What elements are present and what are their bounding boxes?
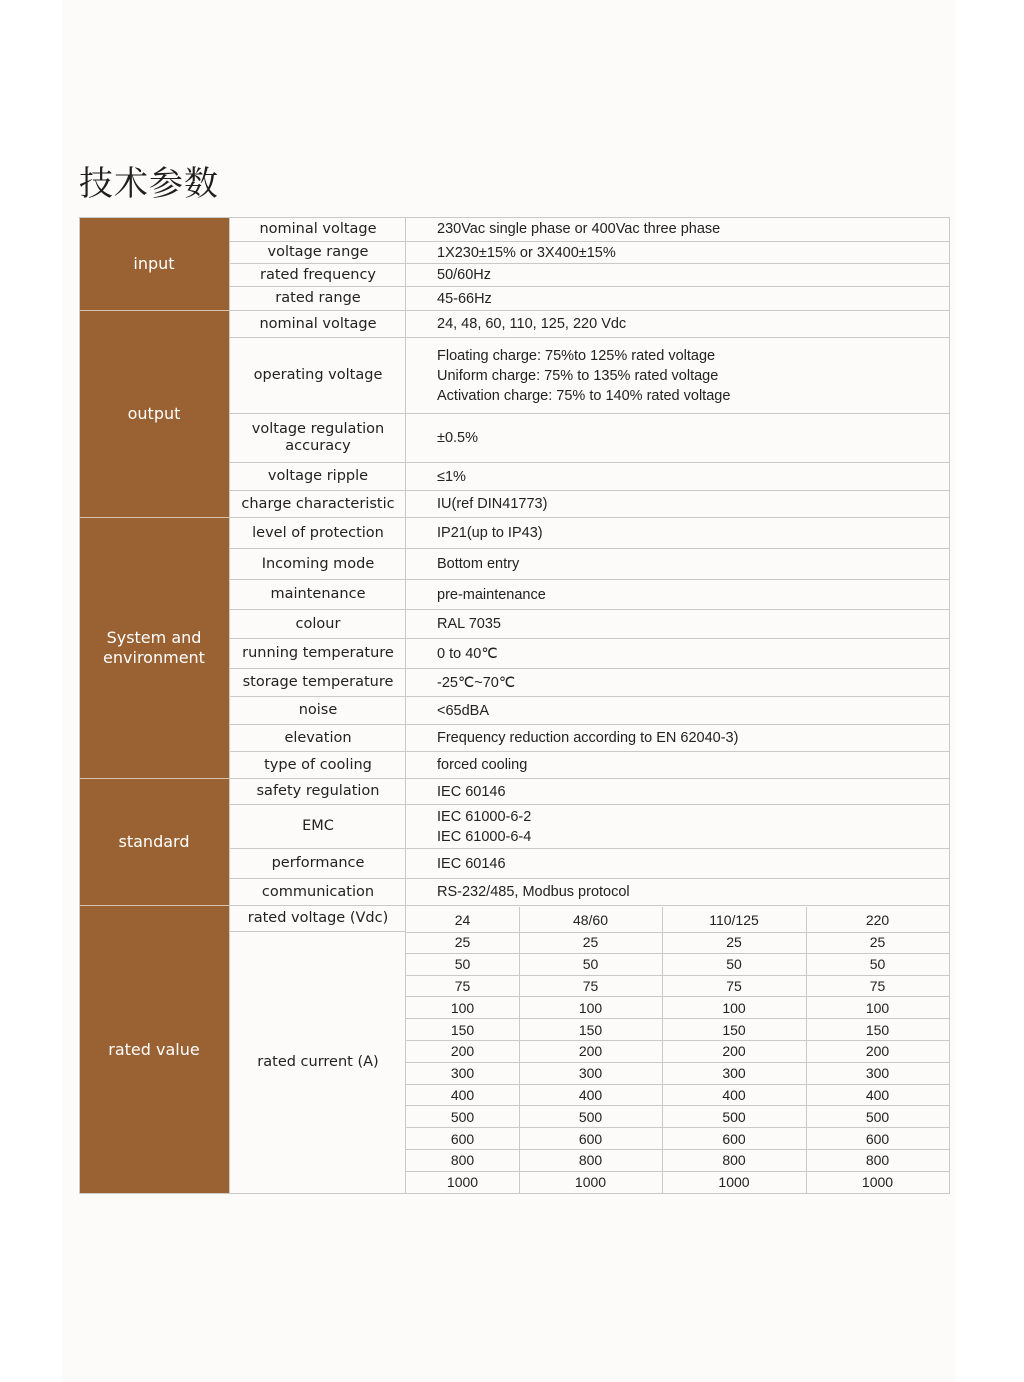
param-value [406, 779, 949, 805]
current-cell: 100 [806, 997, 949, 1019]
current-cell: 100 [406, 997, 519, 1019]
current-cell: 400 [662, 1085, 806, 1107]
param-value [406, 697, 949, 725]
param-value [406, 752, 949, 779]
current-cell: 25 [806, 932, 949, 954]
voltage-cell: 24 [406, 907, 519, 933]
rated-col-border [519, 907, 520, 1194]
page-title: 技术参数 [79, 164, 219, 204]
param-col-border [229, 217, 230, 1194]
current-cell: 600 [519, 1128, 662, 1150]
current-cell: 500 [662, 1106, 806, 1128]
rated-col-border [806, 907, 807, 1194]
current-cell: 75 [662, 976, 806, 998]
value-line: pre-maintenance [437, 586, 546, 603]
value-line: RS-232/485, Modbus protocol [437, 884, 630, 900]
current-cell: 300 [662, 1063, 806, 1085]
table-left-border [79, 217, 80, 1194]
param-value [406, 879, 949, 906]
value-line: Activation charge: 75% to 140% rated voltage [437, 387, 731, 404]
value-line: 24, 48, 60, 110, 125, 220 Vdc [437, 316, 627, 332]
current-cell: 150 [662, 1019, 806, 1041]
param-label: rated voltage (Vdc) [230, 906, 406, 932]
param-label: rated frequency [230, 264, 406, 287]
current-cell: 800 [806, 1150, 949, 1172]
param-label: operating voltage [230, 338, 406, 414]
current-cell: 200 [519, 1041, 662, 1063]
param-label: noise [230, 697, 406, 725]
param-value [406, 580, 949, 610]
param-label: rated range [230, 287, 406, 311]
current-cell: 150 [519, 1019, 662, 1041]
current-cell: 1000 [806, 1172, 949, 1194]
current-cell: 50 [662, 954, 806, 976]
current-cell: 600 [662, 1128, 806, 1150]
param-label: running temperature [230, 639, 406, 669]
param-value [406, 217, 949, 242]
param-value [406, 264, 949, 287]
param-label: nominal voltage [230, 217, 406, 242]
value-line: IEC 60146 [437, 855, 506, 872]
value-line: Uniform charge: 75% to 135% rated voltage [437, 367, 719, 384]
current-cell: 100 [662, 997, 806, 1019]
current-cell: 25 [662, 932, 806, 954]
param-value [406, 725, 949, 752]
value-line: 1X230±15% or 3X400±15% [437, 244, 616, 261]
current-cell: 300 [406, 1063, 519, 1085]
param-label: Incoming mode [230, 549, 406, 580]
category-output: output [79, 311, 229, 518]
value-line: IU(ref DIN41773) [437, 496, 548, 512]
current-cell: 600 [406, 1128, 519, 1150]
category-input: input [79, 217, 229, 311]
param-label: voltage ripple [230, 463, 406, 491]
current-cell: 800 [519, 1150, 662, 1172]
param-label: charge characteristic [230, 491, 406, 518]
param-value [406, 669, 949, 697]
voltage-cell: 220 [806, 907, 949, 933]
param-value [406, 287, 949, 311]
param-value [406, 311, 949, 338]
param-label: performance [230, 849, 406, 879]
current-cell: 150 [806, 1019, 949, 1041]
value-line: ±0.5% [437, 430, 479, 446]
current-cell: 400 [806, 1085, 949, 1107]
param-value [406, 463, 949, 491]
current-cell: 800 [662, 1150, 806, 1172]
current-cell: 50 [406, 954, 519, 976]
value-line: 45-66Hz [437, 290, 492, 307]
current-cell: 75 [406, 976, 519, 998]
value-line: Bottom entry [437, 556, 520, 572]
current-cell: 75 [519, 976, 662, 998]
current-cell: 300 [806, 1063, 949, 1085]
param-value [406, 805, 949, 849]
value-line: 50/60Hz [437, 267, 492, 283]
current-cell: 50 [806, 954, 949, 976]
current-cell: 75 [806, 976, 949, 998]
value-line: IEC 61000-6-2 [437, 808, 532, 825]
table-top-border [79, 217, 949, 218]
param-label: EMC [230, 805, 406, 849]
current-cell: 50 [519, 954, 662, 976]
current-cell: 25 [519, 932, 662, 954]
value-line: IP21(up to IP43) [437, 525, 543, 541]
current-cell: 100 [519, 997, 662, 1019]
value-line: ≤1% [437, 468, 466, 485]
rated-col-border [662, 907, 663, 1194]
current-cell: 500 [406, 1106, 519, 1128]
current-cell: 300 [519, 1063, 662, 1085]
current-cell: 1000 [406, 1172, 519, 1194]
current-cell: 200 [406, 1041, 519, 1063]
param-value [406, 414, 949, 463]
param-label: voltage range [230, 242, 406, 264]
current-cell: 500 [519, 1106, 662, 1128]
param-value [406, 610, 949, 639]
param-label: voltage regulation accuracy [230, 414, 406, 463]
param-label: type of cooling [230, 752, 406, 779]
category-standard: standard [79, 779, 229, 906]
value-line: 0 to 40℃ [437, 645, 498, 662]
current-cell: 600 [806, 1128, 949, 1150]
param-value [406, 849, 949, 879]
current-cell: 400 [519, 1085, 662, 1107]
current-cell: 400 [406, 1085, 519, 1107]
value-line: Floating charge: 75%to 125% rated voltage [437, 347, 716, 364]
param-label: colour [230, 610, 406, 639]
table-right-border [949, 217, 950, 1194]
param-label: level of protection [230, 518, 406, 549]
table-bottom-border [79, 1193, 949, 1194]
current-cell: 1000 [662, 1172, 806, 1194]
value-line: 230Vac single phase or 400Vac three phase [437, 221, 721, 237]
param-value [406, 338, 949, 414]
param-label: elevation [230, 725, 406, 752]
voltage-cell: 48/60 [519, 907, 662, 933]
category-rated: rated value [79, 906, 229, 1194]
value-line: IEC 60146 [437, 783, 506, 800]
param-label: maintenance [230, 580, 406, 610]
param-value [406, 639, 949, 669]
param-value [406, 242, 949, 264]
param-label: nominal voltage [230, 311, 406, 338]
param-value [406, 518, 949, 549]
param-label: communication [230, 879, 406, 906]
current-cell: 800 [406, 1150, 519, 1172]
category-system: System and environment [79, 518, 229, 779]
param-label: rated current (A) [230, 932, 406, 1194]
current-cell: 200 [662, 1041, 806, 1063]
value-line: RAL 7035 [437, 616, 501, 632]
param-value [406, 549, 949, 580]
value-line: IEC 61000-6-4 [437, 828, 532, 845]
param-label: storage temperature [230, 669, 406, 697]
current-cell: 1000 [519, 1172, 662, 1194]
value-col-border [405, 217, 406, 1194]
value-line: -25℃~70℃ [437, 674, 516, 691]
current-cell: 25 [406, 932, 519, 954]
value-line: <65dBA [437, 702, 490, 719]
current-cell: 150 [406, 1019, 519, 1041]
value-line: Frequency reduction according to EN 62040-3) [437, 730, 739, 746]
value-line: forced cooling [437, 757, 528, 773]
voltage-cell: 110/125 [662, 907, 806, 933]
param-value [406, 491, 949, 518]
current-cell: 500 [806, 1106, 949, 1128]
current-cell: 200 [806, 1041, 949, 1063]
param-label: safety regulation [230, 779, 406, 805]
